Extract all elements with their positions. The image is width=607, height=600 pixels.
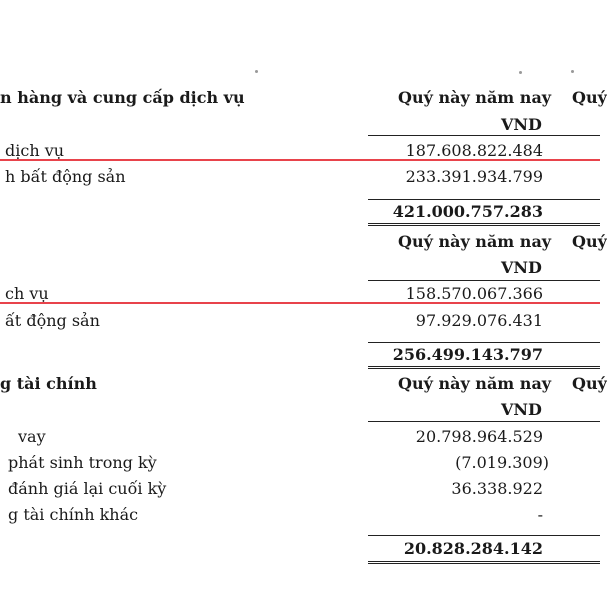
section-3-col-next: Quý [572, 374, 607, 393]
section-2-col-current: Quý này năm nay [398, 232, 552, 251]
section-3-title: g tài chính [0, 374, 97, 393]
section-3-col-current: Quý này năm nay [398, 374, 552, 393]
section-1-total-rule-bottom [368, 223, 600, 226]
section-3-unit: VND [501, 400, 542, 419]
section-3-row-1-value: 20.798.964.529 [415, 427, 543, 446]
section-2-total: 256.499.143.797 [392, 345, 543, 364]
section-3-row-4-label: g tài chính khác [8, 505, 139, 524]
section-2-col-next: Quý [572, 232, 607, 251]
section-1-row-2-value: 233.391.934.799 [405, 167, 543, 186]
section-3-total: 20.828.284.142 [403, 539, 543, 558]
section-2-row-2-value: 97.929.076.431 [415, 311, 543, 330]
section-3-total-rule-top [368, 535, 600, 536]
section-1-col-current: Quý này năm nay [398, 88, 552, 107]
section-2-row-1-value: 158.570.067.366 [405, 284, 543, 303]
section-2-total-rule-bottom [368, 366, 600, 369]
section-3-total-rule-bottom [368, 561, 600, 564]
section-2-unit: VND [501, 258, 542, 277]
scan-speck [255, 70, 258, 73]
section-1-total-rule-top [368, 199, 600, 200]
scan-speck [519, 71, 522, 74]
section-3-row-2-value: (7.019.309) [455, 453, 549, 472]
section-2-row-1-label: ch vụ [5, 284, 49, 303]
section-3-header-rule [368, 421, 600, 422]
section-1-col-next: Quý [572, 88, 607, 107]
section-1-row-1-value: 187.608.822.484 [405, 141, 543, 160]
section-3-row-3-label: đánh giá lại cuối kỳ [8, 479, 167, 498]
section-3-row-4-value: - [537, 505, 543, 524]
section-3-row-3-value: 36.338.922 [451, 479, 543, 498]
section-1-header-rule [368, 135, 600, 136]
section-1-title: n hàng và cung cấp dịch vụ [0, 88, 245, 107]
section-1-row-1-label: dịch vụ [5, 141, 65, 160]
section-1-row-2-label: h bất động sản [5, 167, 126, 186]
section-3-row-1-label: vay [18, 427, 46, 446]
section-3-row-2-label: phát sinh trong kỳ [8, 453, 157, 472]
section-1-total: 421.000.757.283 [392, 202, 543, 221]
red-highlight-line [0, 302, 600, 304]
section-1-unit: VND [501, 115, 542, 134]
scan-speck [571, 70, 574, 73]
section-2-row-2-label: ất động sản [5, 311, 100, 330]
section-2-total-rule-top [368, 342, 600, 343]
section-2-header-rule [368, 280, 600, 281]
red-highlight-line [0, 159, 600, 161]
